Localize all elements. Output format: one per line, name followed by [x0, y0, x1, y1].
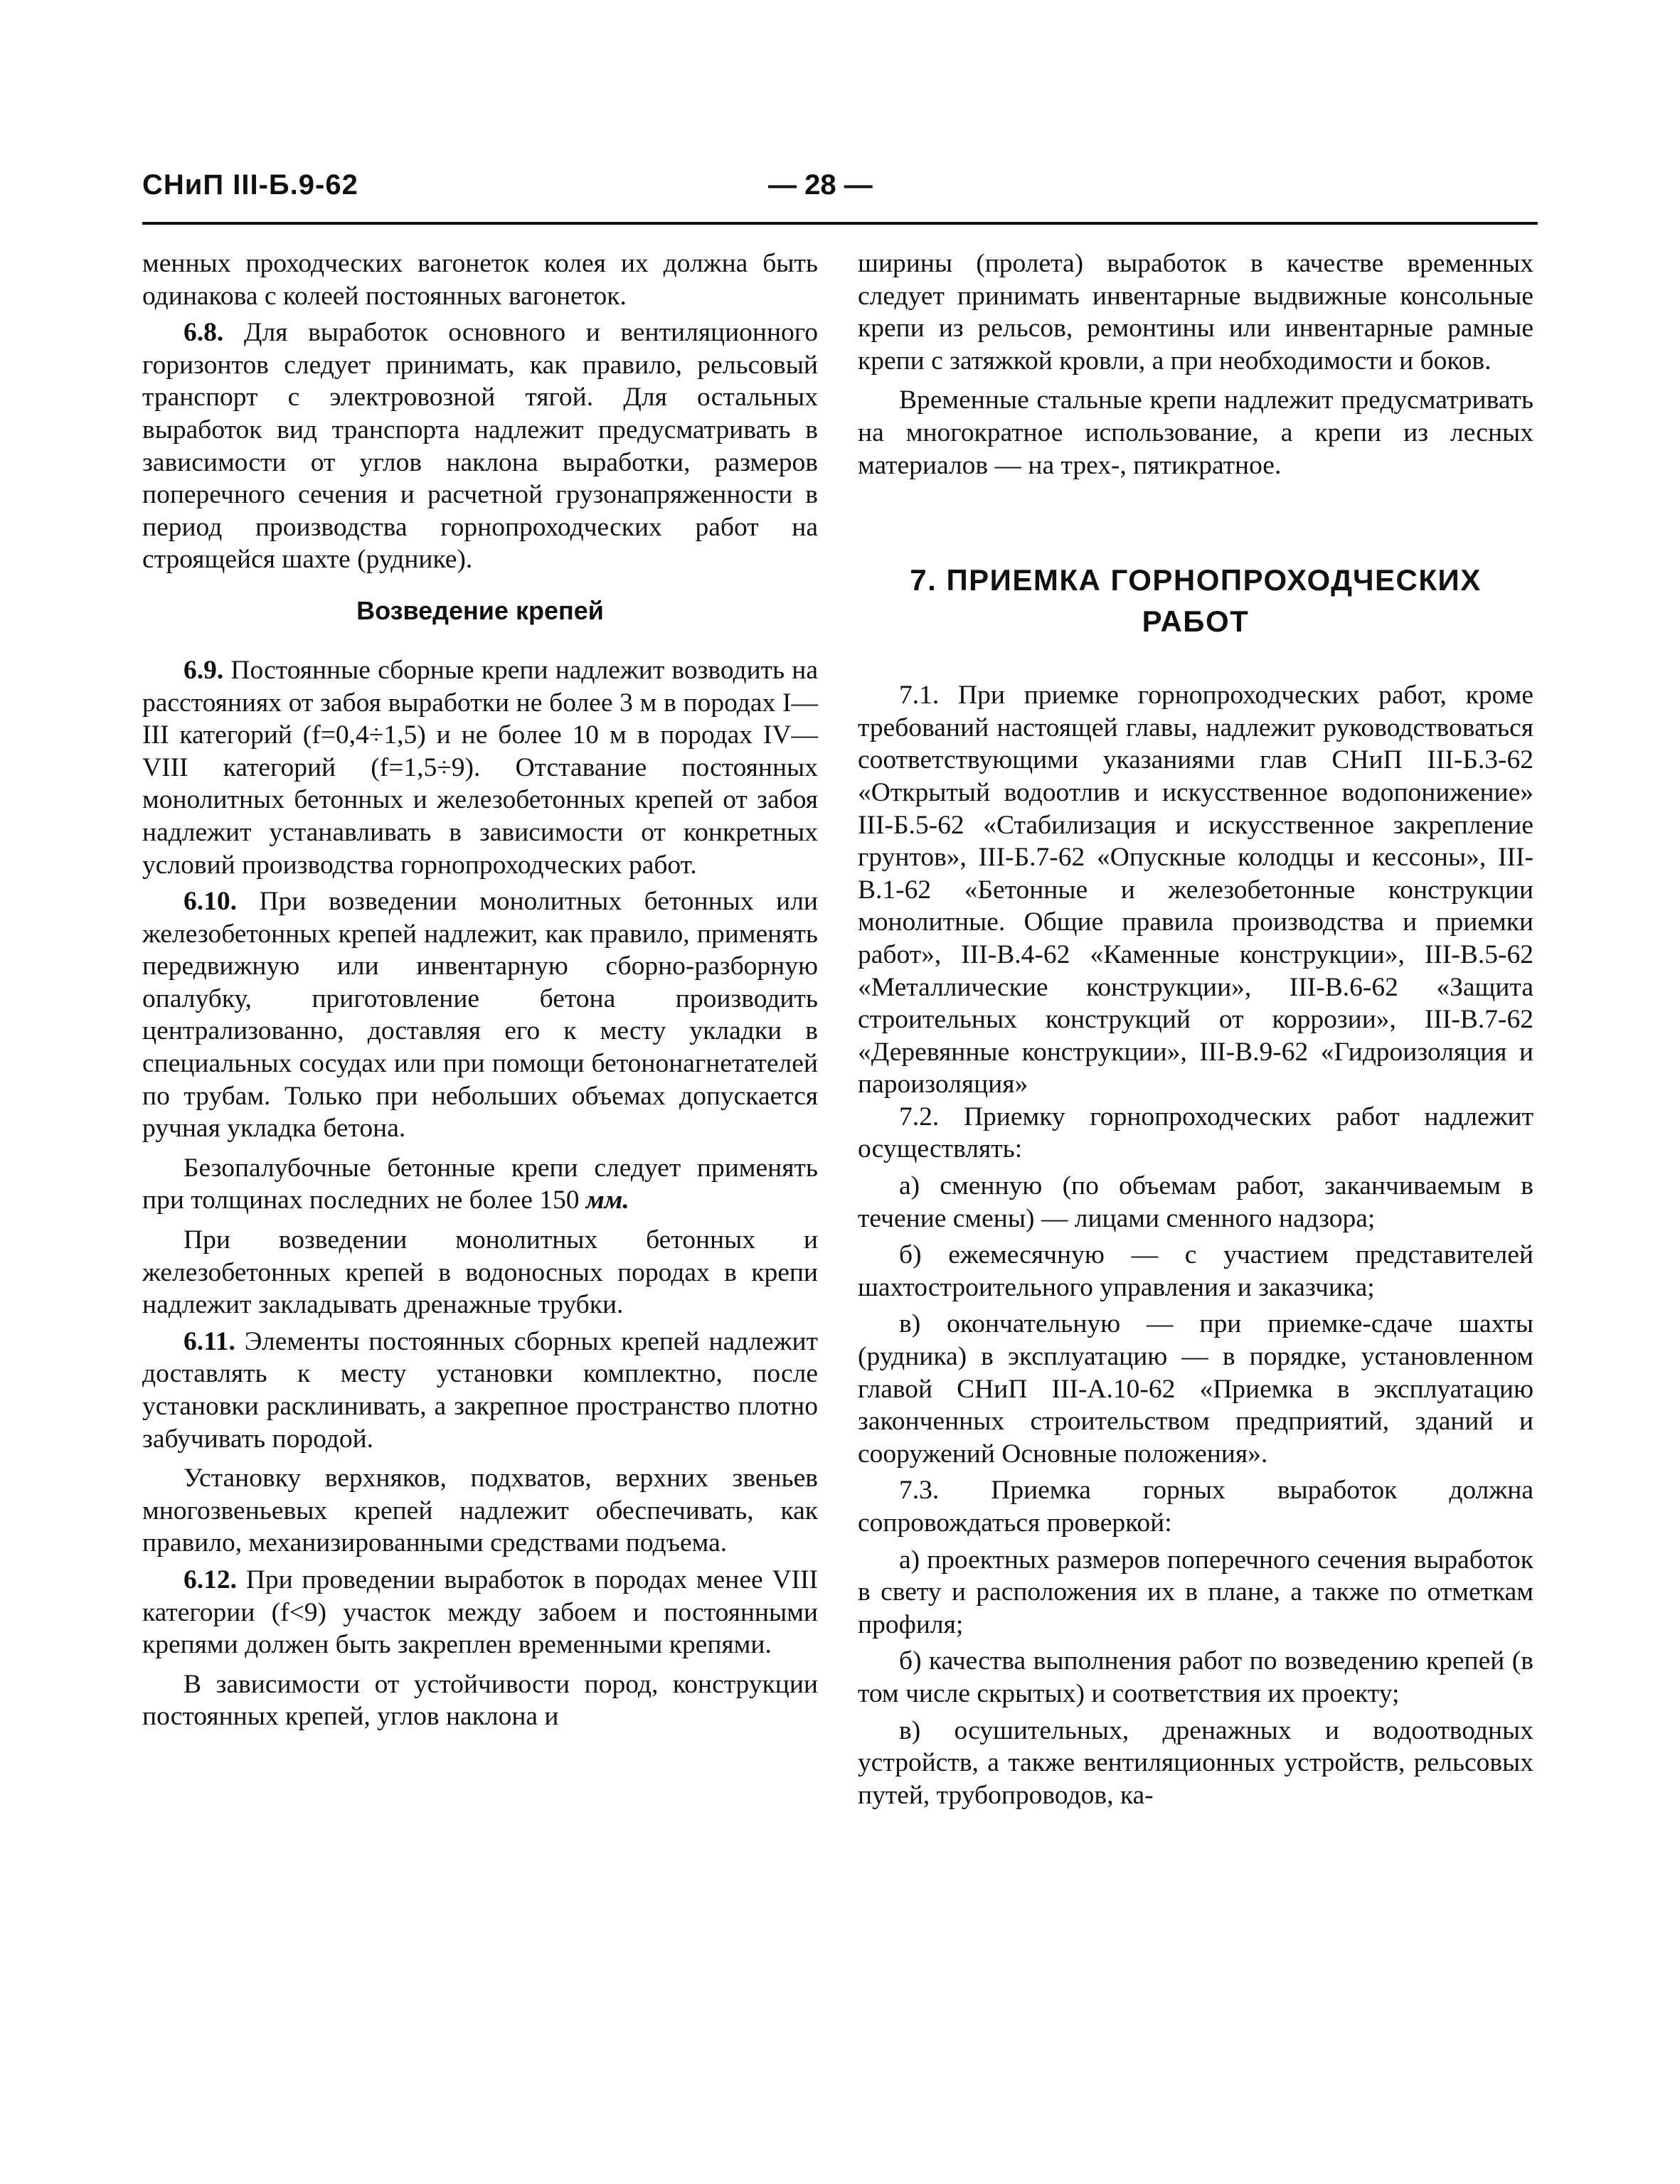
paragraph-6-10: [142, 885, 818, 1145]
paragraph-6-8: [142, 316, 818, 576]
subheading: Возведение крепей: [356, 595, 604, 625]
document-code: СНиП III-Б.9-62: [142, 169, 358, 201]
list-item: а) проектных размеров поперечного сечения выработок в свету и расположения их в плане, а также по отметкам профиля;: [858, 1545, 1533, 1639]
paragraph-text: Постоянные сборные крепи надлежит возводить на расстояниях от забоя выработки не более 3 м в породах I—III категорий (f=0,4÷1,5) и не более 10 м в породах IV—VIII категорий (f=1,5÷9). Отставание постоянных монолитных бетонных и железобетонных крепей от забоя надлежит устанавливать в зависимости от конкретных условий производства горнопроходческих работ.: [142, 655, 818, 880]
paragraph: При возведении монолитных бетонных и железобетонных крепей в водоносных породах в крепи надлежит закладывать дренажные трубки.: [142, 1225, 818, 1320]
paragraph: ширины (пролета) выработок в качестве временных следует принимать инвентарные выдвижные консольные крепи из рельсов, ремонтины или инвентарные рамные крепи с затяжкой кровли, а при необходимости и боков.: [858, 249, 1533, 375]
clause-number: 6.12.: [184, 1565, 237, 1594]
left-column: [142, 247, 818, 1733]
paragraph-text: Безопалубочные бетонные крепи следует применять при толщинах последних не более 150: [142, 1153, 818, 1215]
list-item: б) качества выполнения работ по возведению крепей (в том числе скрытых) и соответствия их проекту;: [858, 1646, 1533, 1708]
paragraph: Временные стальные крепи надлежит предусматривать на многократное использование, а крепи из лесных материалов — на трех-, пятикратное.: [858, 385, 1533, 480]
paragraph-text: При возведении монолитных бетонных или железобетонных крепей надлежит, как правило, применять передвижную или инвентарную сборно-разборную опалубку, приготовление бетона производить централизованно, доставляя его к месту укладки в специальных сосудах или при помощи бетононагнетателей по трубам. Только при небольших объемах допускается ручная укладка бетона.: [142, 887, 818, 1144]
section-title-line: РАБОТ: [1142, 604, 1250, 639]
paragraph-7-3: 7.3. Приемка горных выработок должна сопровождаться проверкой:: [858, 1476, 1533, 1538]
section-title-line: 7. ПРИЕМКА ГОРНОПРОХОДЧЕСКИХ: [910, 563, 1482, 597]
page-header: [142, 169, 1538, 220]
paragraph: менных проходческих вагонеток колея их должна быть одинакова с колеей постоянных вагонеток.: [142, 249, 818, 311]
header-divider: [142, 222, 1538, 225]
paragraph: В зависимости от устойчивости пород, конструкции постоянных крепей, углов наклона и: [142, 1669, 818, 1732]
paragraph-6-12: [142, 1564, 818, 1661]
paragraph-text: Элементы постоянных сборных крепей надлежит доставлять к месту установки комплектно, после установки расклинивать, а закрепное пространство плотно забучивать породой.: [142, 1326, 818, 1454]
paragraph-text: При проведении выработок в породах менее VIII категории (f<9) участок между забоем и постоянными крепями должен быть закреплен временными крепями.: [142, 1565, 818, 1660]
list-item: в) окончательную — при приемке-сдаче шахты (рудника) в эксплуатацию — в порядке, установленном главой СНиП III-А.10-62 «Приемка в эксплуатацию законченных строительством предприятий, зданий и сооружений Основные положения».: [858, 1309, 1533, 1469]
list-item: а) сменную (по объемам работ, заканчиваемым в течение смены) — лицами сменного надзора;: [858, 1171, 1533, 1233]
page-number: — 28 —: [768, 169, 873, 201]
clause-number: 6.10.: [184, 887, 237, 917]
paragraph: [142, 1152, 818, 1217]
paragraph-text: Для выработок основного и вентиляционного горизонтов следует принимать, как правило, рельсовый транспорт с электровозной тягой. Для остальных выработок вид транспорта надлежит предусматривать в зависимости от углов наклона выработки, размеров поперечного сечения и расчетной грузонапряженности в период производства горнопроходческих работ на строящейся шахте (руднике).: [142, 318, 818, 575]
clause-number: 6.11.: [184, 1326, 235, 1356]
list-item: в) осушительных, дренажных и водоотводных устройств, а также вентиляционных устройств, рельсовых путей, трубопроводов, ка-: [858, 1715, 1533, 1810]
list-item: б) ежемесячную — с участием представителей шахтостроительного управления и заказчика;: [858, 1240, 1533, 1302]
section-title: [858, 560, 1533, 642]
clause-number: 6.9.: [184, 655, 224, 685]
right-column: [858, 247, 1533, 1811]
unit-label: мм.: [585, 1186, 629, 1215]
paragraph: Установку верхняков, подхватов, верхних звеньев многозвеньевых крепей надлежит обеспечивать, как правило, механизированными средствами подъема.: [142, 1464, 818, 1558]
clause-number: 6.8.: [184, 318, 224, 348]
paragraph-7-2: 7.2. Приемку горнопроходческих работ надлежит осуществлять:: [858, 1102, 1533, 1164]
paragraph-6-9: [142, 654, 818, 881]
paragraph-6-11: [142, 1326, 818, 1455]
paragraph-7-1: 7.1. При приемке горнопроходческих работ, кроме требований настоящей главы, надлежит руководствоваться соответствующими указаниями глав СНиП III-Б.3-62 «Открытый водоотлив и искусственное водопонижение» III-Б.5-62 «Стабилизация и искусственное закрепление грунтов», III-Б.7-62 «Опускные колодцы и кессоны», III-В.1-62 «Бетонные и железобетонные конструкции монолитные. Общие правила производства и приемки работ», III-В.4-62 «Каменные конструкции», III-В.5-62 «Металлические конструкции», III-В.6-62 «Защита строительных конструкций от коррозии», III-В.7-62 «Деревянные конструкции», III-В.9-62 «Гидроизоляция и пароизоляция»: [858, 681, 1533, 1099]
